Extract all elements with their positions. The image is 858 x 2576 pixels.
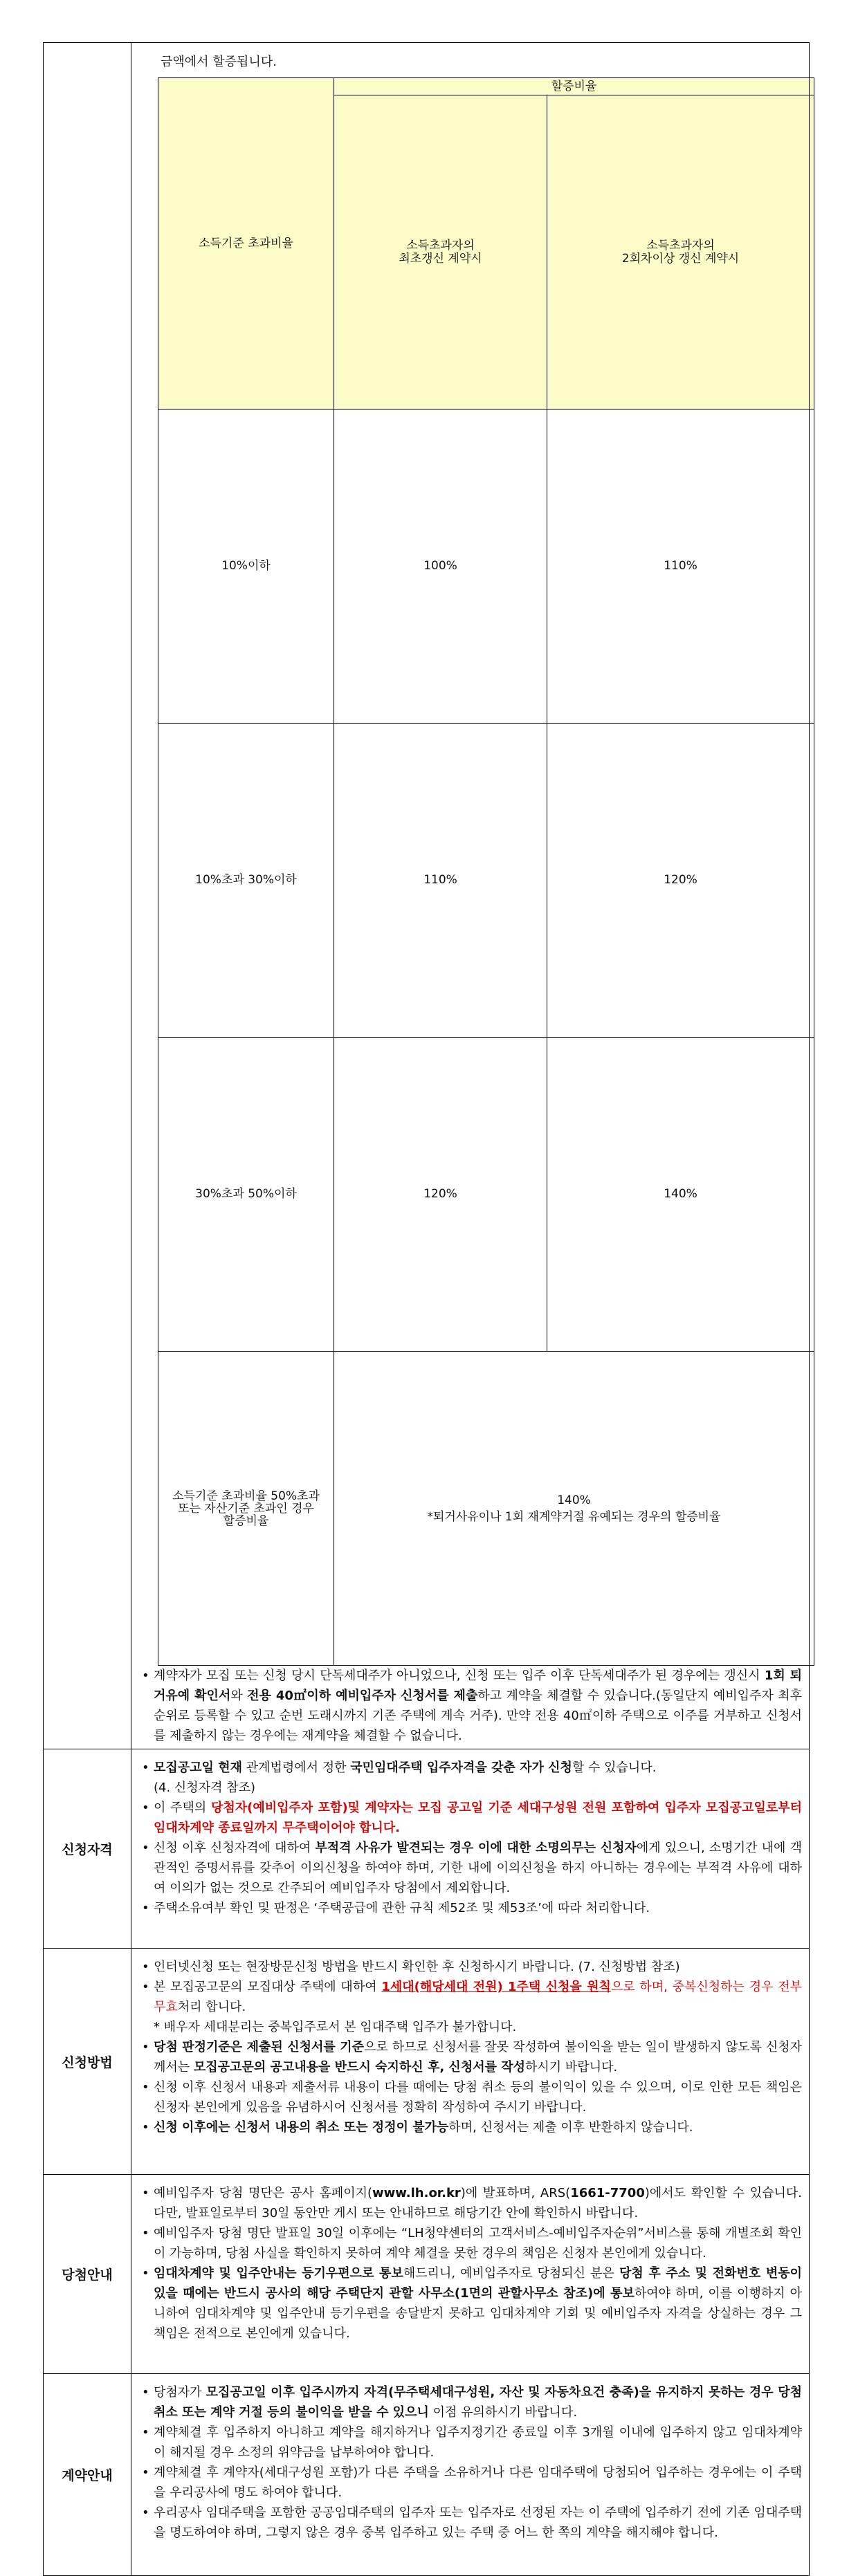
list-item: • 계약체결 후 계약자(세대구성원 포함)가 다른 주택을 소유하거나 다른 임대주택에 당첨되어 입주하는 경우에는 이 주택을 우리공사에 명도 하여야 합니다. <box>140 2463 802 2503</box>
sub-header-second: 소득초과자의 2회차이상 갱신 계약시 <box>547 95 814 410</box>
list-item-sub: (4. 신청자격 참조) <box>154 1781 255 1795</box>
row-winner-notice <box>44 2175 810 2374</box>
bullet-list <box>140 1758 802 1918</box>
row-content <box>131 1949 810 2175</box>
list-item: • 인터넷신청 또는 현장방문신청 방법을 반드시 확인한 후 신청하시기 바랍니다. (7. 신청방법 참조) <box>140 1957 802 1977</box>
list-item: • 신청 이후에는 신청서 내용의 취소 또는 정정이 불가능하며, 신청서는 제출 이후 반환하지 않습니다. <box>140 2117 802 2137</box>
bullet-list <box>140 1666 802 1746</box>
sub-header-first: 소득초과자의 최초갱신 계약시 <box>334 95 547 410</box>
list-item: • 예비입주자 당첨 명단 발표일 30일 이후에는 “LH청약센터의 고객서비스-예비입주자순위”서비스를 통해 개별조회 확인이 가능하며, 당첨 사실을 확인하지 못하여 계약 체결을 못한 경우의 책임은 신청자 본인에게 있습니다. <box>140 2223 802 2263</box>
list-item: • 예비입주자 당첨 명단은 공사 홈페이지(www.lh.or.kr)에 발표하며, ARS(1661-7700)에서도 확인할 수 있습니다. 다만, 발표일로부터 30일 동안만 게시 또는 안내하므로 해당기간 안에 확인하시 바랍니다. <box>140 2183 802 2223</box>
row-label-empty <box>44 43 131 1749</box>
group-header-rate: 할증비율 <box>334 78 814 95</box>
cell-second: 120% <box>547 724 814 1038</box>
bullet-list <box>140 2183 802 2344</box>
row-content <box>131 1749 810 1949</box>
list-item: • 당첨 판정기준은 제출된 신청서를 기준으로 하므로 신청서를 잘못 작성하여 불이익을 받는 일이 발생하지 않도록 신청자께서는 모집공고문의 공고내용을 반드시 숙지하신 후, 신청서를 작성하시기 바랍니다. <box>140 2037 802 2077</box>
notice-table <box>43 42 810 2576</box>
list-item-sub: * 배우자 세대분리는 중복입주로서 본 임대주택 입주가 불가합니다. <box>154 2020 517 2034</box>
row-content <box>131 43 810 1749</box>
cell-last-value <box>334 1352 814 1666</box>
list-item: • 이 주택의 당첨자(예비입주자 포함)및 계약자는 모집 공고일 기준 세대구성원 전원 포함하여 입주자 모집공고일로부터 임대차계약 종료일까지 무주택이어야 합니다. <box>140 1798 802 1838</box>
row-label: 신청방법 <box>44 1949 131 2175</box>
table-row <box>158 410 814 724</box>
last-value: 140% <box>557 1493 591 1507</box>
row-eligibility <box>44 1749 810 1949</box>
cell-first: 110% <box>334 724 547 1038</box>
row-label: 신청자격 <box>44 1749 131 1949</box>
cell-last-label: 소득기준 초과비율 50%초과 또는 자산기준 초과인 경우 할증비율 <box>158 1352 334 1666</box>
surcharge-rate-table <box>158 77 814 1666</box>
list-item: • 계약자가 모집 또는 신청 당시 단독세대주가 아니었으나, 신청 또는 입주 이후 단독세대주가 된 경우에는 갱신시 1회 퇴거유예 확인서와 전용 40㎡이하 예비입주자 신청서를 제출하고 계약을 체결할 수 있습니다.(동일단지 예비입주자 최후순위로 등록할 수 있고 순번 도래시까지 기존 주택에 계속 거주). 만약 전용 40㎡이하 주택으로 이주를 거부하고 신청서를 제출하지 않는 경우에는 재계약을 체결할 수 없습니다. <box>140 1666 802 1746</box>
last-note: *퇴거사유이나 1회 재계약거절 유예되는 경우의 할증비율 <box>427 1509 721 1524</box>
list-item: • 신청 이후 신청자격에 대하여 부적격 사유가 발견되는 경우 이에 대한 소명의무는 신청자에게 있으니, 소명기간 내에 객관적인 증명서류를 갖추어 이의신청을 하여야 하며, 기한 내에 이의신청을 하지 아니하는 경우에는 부적격 사유에 대하여 이의가 없는 것으로 간주되어 예비입주자 당첨에서 제외합니다. <box>140 1838 802 1898</box>
list-item: • 신청 이후 신청서 내용과 제출서류 내용이 다를 때에는 당첨 취소 등의 불이익이 있을 수 있으며, 이로 인한 모든 책임은 신청자 본인에게 있음을 유념하시어 신청서를 정확히 작성하여 주시기 바랍니다. <box>140 2077 802 2117</box>
intro-text: 금액에서 할증됩니다. <box>161 55 277 69</box>
cell-second: 140% <box>547 1038 814 1352</box>
list-item: • 임대차계약 및 입주안내는 등기우편으로 통보해드리니, 예비입주자로 당첨되신 분은 당첨 후 주소 및 전화번호 변동이 있을 때에는 반드시 공사의 해당 주택단지 관할 사무소(1면의 관할사무소 참조)에 통보하여야 하며, 이를 이행하지 아니하여 임대차계약 및 입주안내 등기우편을 송달받지 못하고 임대차계약 기회 및 예비입주자 자격을 상실하는 경우 그 책임은 전적으로 본인에게 있습니다. <box>140 2263 802 2344</box>
cell-second: 110% <box>547 410 814 724</box>
list-item: • 주택소유여부 확인 및 판정은 ‘주택공급에 관한 규칙 제52조 및 제53조’에 따라 처리합니다. <box>140 1898 802 1918</box>
row-content <box>131 2374 810 2576</box>
cell-range: 10%초과 30%이하 <box>158 724 334 1038</box>
list-item: • 모집공고일 현재 관계법령에서 정한 국민임대주택 입주자격을 갖춘 자가 신청할 수 있습니다. <box>140 1758 802 1778</box>
row-surcharge <box>44 43 810 1749</box>
table-row <box>158 724 814 1038</box>
list-item: • 당첨자가 모집공고일 이후 입주시까지 자격(무주택세대구성원, 자산 및 자동차요건 충족)을 유지하지 못하는 경우 당첨 취소 또는 계약 거절 등의 불이익을 받을 수 있으니 이점 유의하시기 바랍니다. <box>140 2382 802 2422</box>
row-label: 당첨안내 <box>44 2175 131 2374</box>
table-row-last <box>158 1352 814 1666</box>
bullet-list <box>140 1957 802 2137</box>
col-header-ratio: 소득기준 초과비율 <box>158 78 334 410</box>
list-item: • 본 모집공고문의 모집대상 주택에 대하여 1세대(해당세대 전원) 1주택 신청을 원칙으로 하며, 중복신청하는 경우 전부 무효처리 합니다. <box>140 1977 802 2017</box>
cell-first: 120% <box>334 1038 547 1352</box>
row-method <box>44 1949 810 2175</box>
list-item: • 우리공사 임대주택을 포함한 공공임대주택의 입주자 또는 입주자로 선정된 자는 이 주택에 입주하기 전에 기존 임대주택을 명도하여야 하며, 그렇지 않은 경우 중복 입주하고 있는 주택 중 어느 한 쪽의 계약을 해지해야 합니다. <box>140 2503 802 2543</box>
bullet-list <box>140 2382 802 2543</box>
row-content <box>131 2175 810 2374</box>
cell-range: 10%이하 <box>158 410 334 724</box>
cell-first: 100% <box>334 410 547 724</box>
row-label: 계약안내 <box>44 2374 131 2576</box>
list-item: • 계약체결 후 입주하지 아니하고 계약을 해지하거나 입주지정기간 종료일 이후 3개월 이내에 입주하지 않고 임대차계약이 해지될 경우 소정의 위약금을 납부하여야 합니다. <box>140 2422 802 2463</box>
cell-range: 30%초과 50%이하 <box>158 1038 334 1352</box>
row-contract-notice <box>44 2374 810 2576</box>
table-row <box>158 1038 814 1352</box>
